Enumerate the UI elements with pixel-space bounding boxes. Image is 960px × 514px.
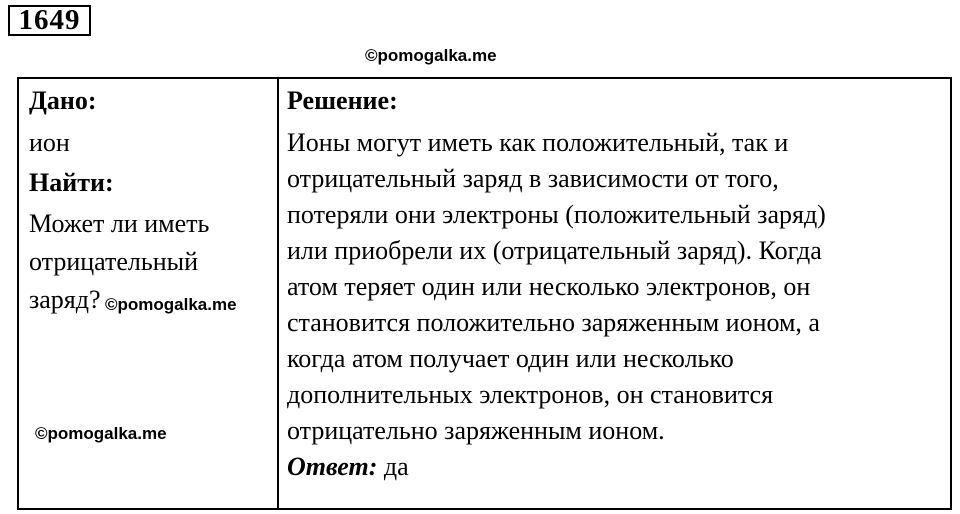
find-question-line: Может ли иметь: [29, 209, 210, 238]
solution-line: отрицательный заряд в зависимости от того,: [287, 164, 779, 193]
given-value: ион: [29, 128, 70, 157]
watermark-middle: ©pomogalka.me: [105, 295, 237, 314]
problem-number: 1649: [8, 5, 91, 36]
task-table: [17, 77, 952, 510]
answer-label: Ответ:: [287, 452, 378, 481]
solution-line: или приобрели их (отрицательный заряд). Когда: [287, 236, 822, 265]
given-column: [29, 83, 269, 319]
find-question-line: отрицательный: [29, 247, 199, 276]
watermark-top: ©pomogalka.me: [365, 46, 497, 65]
solution-line: отрицательно заряженным ионом.: [287, 416, 665, 445]
solution-line: когда атом получает один или несколько: [287, 344, 734, 373]
solution-column: [287, 83, 947, 485]
solution-text: [287, 125, 947, 449]
column-divider: [277, 79, 279, 508]
solution-line: потеряли они электроны (положительный заряд): [287, 200, 826, 229]
answer-line: [287, 449, 947, 485]
solution-line: Ионы могут иметь как положительный, так и: [287, 128, 789, 157]
solution-line: атом теряет один или несколько электронов, он: [287, 272, 811, 301]
solution-heading: Решение:: [287, 86, 398, 115]
solution-line: дополнительных электронов, он становится: [287, 380, 774, 409]
find-question-line: заряд?: [29, 285, 101, 314]
answer-value: да: [383, 452, 409, 481]
find-heading: Найти:: [29, 168, 114, 197]
solution-line: становится положительно заряженным ионом, а: [287, 308, 820, 337]
given-heading: Дано:: [29, 86, 97, 115]
watermark-bottom: ©pomogalka.me: [35, 424, 167, 443]
